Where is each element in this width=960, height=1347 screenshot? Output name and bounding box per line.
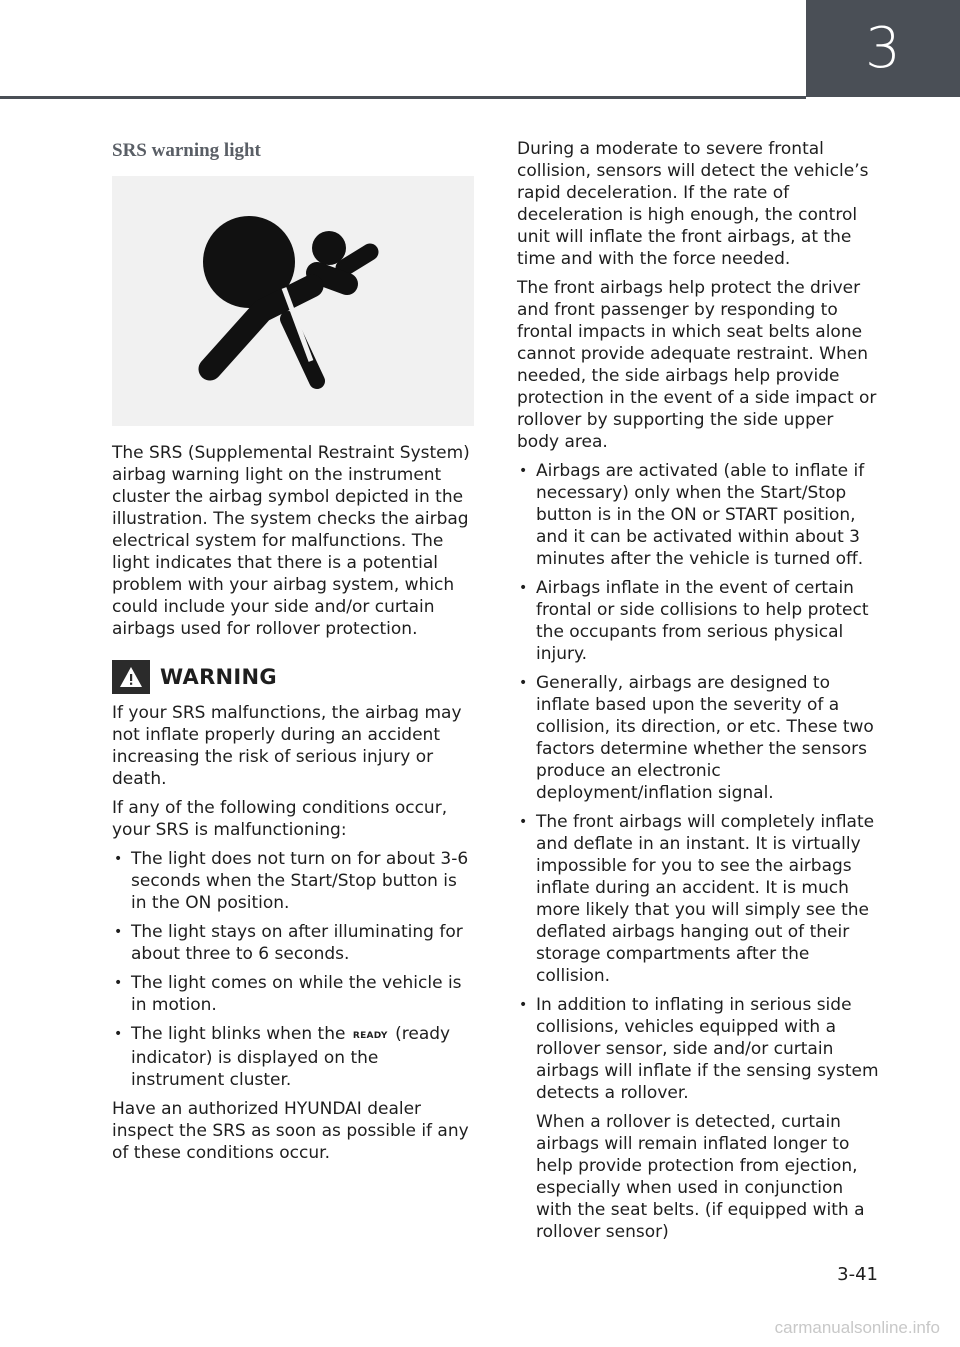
header-rule — [0, 96, 806, 99]
airbag-facts-list — [517, 460, 879, 1243]
list-item: • Generally, airbags are designed to inflate based upon the severity of a collision, its direction, or etc. These two factors determine whether the sensors produce an electronic deployment/inflation signal. — [517, 672, 879, 804]
chapter-tab — [806, 0, 960, 97]
airbag-warning-icon — [112, 176, 474, 426]
section-title: SRS warning light — [112, 140, 261, 161]
warning-triangle-icon — [112, 660, 150, 694]
bullet-text-after: (ready indicator) is displayed on the instrument cluster. — [131, 1024, 451, 1090]
list-item — [112, 1023, 474, 1091]
warning-title: WARNING — [160, 665, 277, 689]
warning-conditions-list — [112, 848, 474, 1091]
warning-closing-paragraph: Have an authorized HYUNDAI dealer inspect the SRS as soon as possible if any of these conditions occur. — [112, 1099, 469, 1163]
list-item: • The light does not turn on for about 3-6 seconds when the Start/Stop button is in the ON position. — [112, 848, 474, 914]
list-item: • The light comes on while the vehicle is in motion. — [112, 972, 474, 1016]
list-item: • The front airbags will completely inflate and deflate in an instant. It is virtually impossible for you to see the airbags inflate during an accident. It is much more likely that you will simply see the deflated airbags hanging out of their storage compartments after the collision. — [517, 811, 879, 987]
watermark: carmanualsonline.info — [774, 1318, 940, 1337]
list-item: • Airbags are activated (able to inflate if necessary) only when the Start/Stop button is in the ON or START position, and it can be activated within about 3 minutes after the vehicle is turned off. — [517, 460, 879, 570]
collision-paragraph: During a moderate to severe frontal collision, sensors will detect the vehicle’s rapid deceleration. If the rate of deceleration is high enough, the control unit will inflate the front airbags, at the time and with the force needed. — [517, 139, 869, 269]
intro-paragraph: The SRS (Supplemental Restraint System) airbag warning light on the instrument cluster the airbag symbol depicted in the illustration. The system checks the airbag electrical system for malfunctions. The light indicates that there is a potential problem with your airbag system, which could include your side and/or curtain airbags used for rollover protection. — [112, 443, 470, 639]
warning-paragraph: If your SRS malfunctions, the airbag may not inflate properly during an accident increasing the risk of serious injury or death. — [112, 703, 462, 789]
page-number: 3-41 — [837, 1264, 878, 1285]
rollover-subparagraph: When a rollover is detected, curtain airbags will remain inflated longer to help provide protection from ejection, especially when used in conjunction with the seat belts. (if equipped with a rollover sensor) — [536, 1112, 865, 1242]
warning-conditions-intro: If any of the following conditions occur, your SRS is malfunctioning: — [112, 798, 448, 840]
list-item: • The light stays on after illuminating for about three to 6 seconds. — [112, 921, 474, 965]
ready-indicator-icon: READY — [352, 1031, 388, 1041]
list-item: • Airbags inflate in the event of certain frontal or side collisions to help protect the occupants from serious physical injury. — [517, 577, 879, 665]
srs-illustration — [112, 176, 474, 426]
front-airbags-paragraph: The front airbags help protect the driver and front passenger by responding to frontal impacts in which seat belts alone cannot provide adequate restraint. When needed, the side airbags help provide protection in the event of a side impact or rollover by supporting the side upper body area. — [517, 278, 877, 452]
bullet-text-before: The light blinks when the — [131, 1024, 346, 1044]
list-item-text: In addition to inflating in serious side collisions, vehicles equipped with a rollover sensor, side and/or curtain airbags will inflate if the sensing system detects a rollover. — [536, 995, 879, 1103]
chapter-number: 3 — [865, 16, 901, 81]
warning-header — [112, 660, 474, 694]
right-column — [517, 138, 879, 1250]
left-column — [112, 138, 474, 1171]
list-item — [517, 994, 879, 1243]
